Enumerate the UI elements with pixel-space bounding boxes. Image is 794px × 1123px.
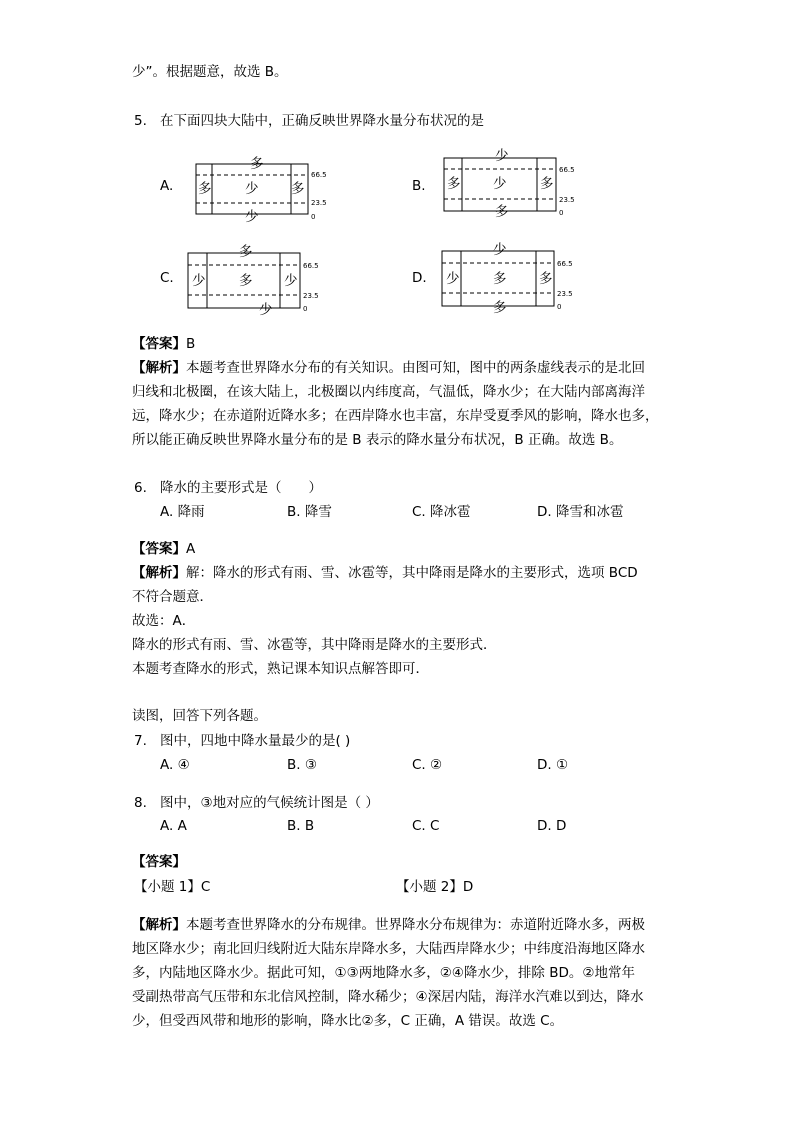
q6-analysis-line-4: 降水的形式有雨、雪、冰雹等，其中降雨是降水的主要形式． [132,637,497,653]
q78-analysis-line-2: 地区降水少；南北回归线附近大陆东岸降水多，大陆西岸降水少；中纬度沿海地区降水 [132,941,645,957]
q5-answer-tag: 【答案】 [132,336,186,352]
diagram-a-lat-66: 66.5 [311,171,327,179]
q78-analysis-line-4: 受副热带高气压带和东北信风控制，降水稀少；④深居内陆，海洋水汽难以到达，降水 [132,989,644,1005]
q5-stem: 在下面四块大陆中，正确反映世界降水量分布状况的是 [160,113,484,129]
q5-answer [132,334,195,354]
diagram-d-top: 少 [493,242,507,258]
q6-analysis-text-1: 解：降水的形式有雨、雪、冰雹等，其中降雨是降水的主要形式，选项 BCD [186,565,638,581]
q78-analysis-line-1 [132,915,645,935]
q5-analysis-line-2: 归线和北极圈，在该大陆上，北极圈以内纬度高，气温低，降水少；在大陆内部离海洋 [132,384,645,400]
diagram-d-right: 多 [539,271,553,287]
diagram-b-lat-66: 66.5 [559,166,575,174]
diagram-c-lat-23: 23.5 [303,292,319,300]
q78-analysis-line-5: 少，但受西风带和地形的影响，降水比②多，C 正确，A 错误。故选 C。 [132,1013,564,1029]
q7-option-c: C. ② [412,757,443,773]
q6-answer-value: A [186,541,196,557]
diagram-c-lat-0: 0 [303,305,308,313]
q5-analysis-text-1: 本题考查世界降水分布的有关知识。由图可知，图中的两条虚线表示的是北回 [186,360,645,376]
diagram-a-top: 多 [250,156,264,172]
q8-option-b: B. B [287,818,315,834]
q5-option-b-label: B. [412,178,426,194]
q5-answer-value: B [186,336,196,352]
q5-diagram-a [195,158,330,226]
diagram-b-center: 少 [493,176,507,192]
read-figure-intro: 读图，回答下列各题。 [132,708,267,724]
diagram-a-bottom: 少 [245,209,259,225]
q8-stem: 图中，③地对应的气候统计图是（ ） [160,795,379,811]
diagram-a-right: 多 [291,181,305,197]
diagram-a-lat-0: 0 [311,213,316,221]
diagram-c-left: 少 [192,273,206,289]
diagram-d-center: 多 [493,271,507,287]
diagram-a-lat-23: 23.5 [311,199,327,207]
diagram-a-left: 多 [198,181,212,197]
q7-option-b: B. ③ [287,757,317,773]
previous-answer-tail: 少”。根据题意，故选 B。 [132,64,288,80]
q8-option-d: D. D [537,818,567,834]
q6-analysis-tag: 【解析】 [132,565,186,581]
q5-analysis-line-3: 远，降水少；在赤道附近降水多；在西岸降水也丰富，东岸受夏季风的影响，降水也多， [132,408,659,424]
q6-analysis-line-2: 不符合题意． [132,589,213,605]
q78-sub2-answer: 【小题 2】D [396,879,474,895]
q8-option-c: C. C [412,818,440,834]
q6-option-b: B. 降雪 [287,504,332,520]
diagram-c-top: 多 [239,244,253,260]
q5-analysis-tag: 【解析】 [132,360,186,376]
diagram-c-lat-66: 66.5 [303,262,319,270]
diagram-d-lat-23: 23.5 [557,290,573,298]
q5-diagram-d [441,242,576,316]
q6-answer-tag: 【答案】 [132,541,186,557]
q5-analysis-line-1 [132,358,645,378]
q8-option-a: A. A [160,818,187,834]
q5-option-c-label: C. [160,270,174,286]
q5-option-a-label: A. [160,178,174,194]
q5-analysis-line-4: 所以能正确反映世界降水量分布的是 B 表示的降水量分布状况，B 正确。故选 B。 [132,432,623,448]
diagram-b-bottom: 多 [495,204,509,220]
diagram-c-bottom: 少 [259,302,273,318]
diagram-a-center: 少 [245,181,259,197]
q5-diagram-b [443,148,578,220]
diagram-d-left: 少 [446,271,460,287]
q6-analysis-line-5: 本题考查降水的形式，熟记课本知识点解答即可． [132,661,429,677]
q6-option-c: C. 降冰雹 [412,504,471,520]
q6-stem: 降水的主要形式是（ ） [160,480,322,496]
diagram-d-bottom: 多 [493,300,507,316]
q5-number: 5. [134,113,147,129]
q6-number: 6. [134,480,147,496]
q5-diagram-c [187,244,322,318]
q7-stem: 图中，四地中降水量最少的是( ) [160,733,351,749]
q8-number: 8. [134,795,147,811]
q78-analysis-text-1: 本题考查世界降水的分布规律。世界降水分布规律为：赤道附近降水多，两极 [186,917,645,933]
q78-analysis-line-3: 多，内陆地区降水少。据此可知，①③两地降水多，②④降水少，排除 BD。②地常年 [132,965,635,981]
q78-analysis-tag: 【解析】 [132,917,186,933]
q7-option-a: A. ④ [160,757,190,773]
q78-sub1-answer: 【小题 1】C [134,879,211,895]
diagram-b-right: 多 [540,176,554,192]
diagram-c-center: 多 [239,273,253,289]
q78-answer-tag: 【答案】 [132,854,186,870]
continent-diagram-d [441,245,576,313]
diagram-b-top: 少 [495,148,509,164]
continent-diagram-c [187,247,322,315]
q6-answer [132,539,195,559]
q6-option-d: D. 降雪和冰雹 [537,504,624,520]
q6-analysis-line-3: 故选：A． [132,613,196,629]
diagram-b-left: 多 [447,176,461,192]
q7-number: 7. [134,733,147,749]
q6-analysis-line-1 [132,563,638,583]
diagram-b-lat-23: 23.5 [559,196,575,204]
q6-option-a: A. 降雨 [160,504,205,520]
diagram-c-right: 少 [284,273,298,289]
continent-diagram-b [443,152,578,220]
q5-option-d-label: D. [412,270,427,286]
diagram-d-lat-0: 0 [557,303,562,311]
diagram-d-lat-66: 66.5 [557,260,573,268]
diagram-b-lat-0: 0 [559,209,564,217]
q7-option-d: D. ① [537,757,569,773]
